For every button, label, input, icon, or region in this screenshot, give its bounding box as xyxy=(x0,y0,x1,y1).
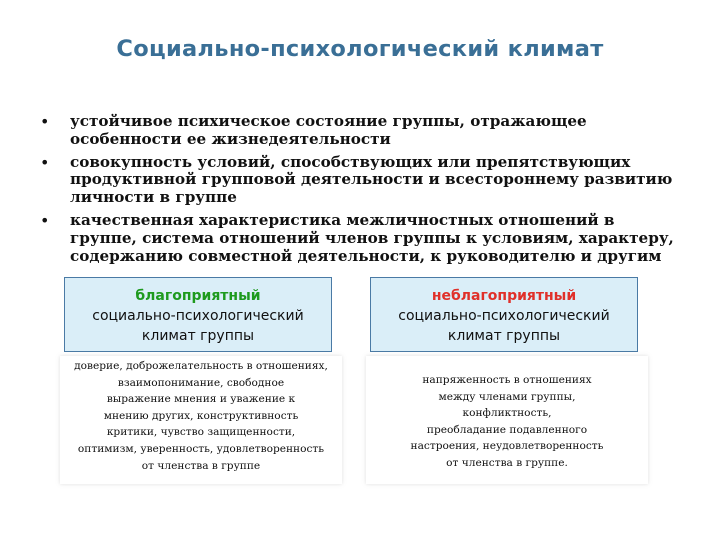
bullet-item xyxy=(40,113,680,149)
favorable-heading: благоприятный xyxy=(135,288,261,304)
description-line: взаимопонимание, свободное xyxy=(117,376,285,389)
bullet-text-line: личности в группе xyxy=(70,188,237,207)
description-line: оптимизм, уверенность, удовлетворенность xyxy=(77,442,325,455)
bullet-text-line: особенности ее жизнедеятельности xyxy=(70,129,391,148)
bullet-icon: • xyxy=(40,210,50,230)
bullet-text-line: устойчивое психическое состояние группы, отражающее xyxy=(70,113,587,130)
description-line: конфликтность, xyxy=(462,407,552,420)
description-line: от членства в группе xyxy=(141,459,261,472)
bullet-item xyxy=(40,212,680,265)
bullet-item xyxy=(40,154,680,207)
unfavorable-climate-box xyxy=(370,277,638,352)
favorable-climate-box xyxy=(64,277,332,352)
bullet-icon: • xyxy=(40,113,50,131)
bullet-icon: • xyxy=(40,152,50,172)
description-line: от членства в группе. xyxy=(446,456,568,469)
favorable-description xyxy=(60,356,342,484)
bullet-text-line: содержанию совместной деятельности, к руководителю и другим xyxy=(70,246,662,265)
description-line: выражение мнения и уважение к xyxy=(106,393,296,406)
description-line: настроения, неудовлетворенность xyxy=(410,440,604,453)
box-line: социально-психологический xyxy=(92,308,304,324)
bullet-text-line: совокупность условий, способствующих или препятствующих xyxy=(70,152,631,171)
box-line: климат группы xyxy=(141,328,255,344)
unfavorable-heading: неблагоприятный xyxy=(431,288,577,304)
description-line: критики, чувство защищенности, xyxy=(106,426,296,439)
slide-title: Социально-психологический климат xyxy=(116,36,604,62)
bullet-text-line: группе, система отношений членов группы к условиям, характеру, xyxy=(70,228,674,247)
description-line: мнению других, конструктивность xyxy=(103,409,299,422)
description-line: преобладание подавленного xyxy=(426,423,588,436)
description-line: между членами группы, xyxy=(438,390,576,403)
unfavorable-description xyxy=(366,356,648,484)
bullet-text-line: качественная характеристика межличностных отношений в xyxy=(70,210,615,229)
description-line: доверие, доброжелательность в отношениях, xyxy=(74,360,328,372)
box-line: социально-психологический xyxy=(398,308,610,324)
description-line: напряженность в отношениях xyxy=(422,374,592,386)
bullet-list xyxy=(40,113,680,273)
box-line: климат группы xyxy=(447,328,561,344)
bullet-text-line: продуктивной групповой деятельности и всестороннему развитию xyxy=(70,170,673,189)
